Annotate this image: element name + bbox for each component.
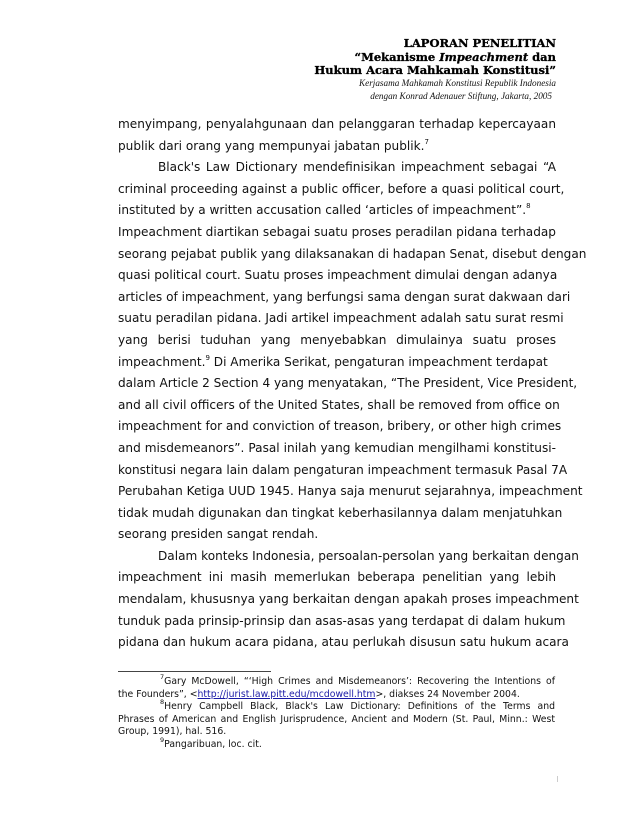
text-line — [118, 352, 556, 374]
footnotes — [118, 672, 555, 752]
footnote-8-cont: Phrases of American and English Jurisprudence, Ancient and Modern (St. Paul, Minn.: West — [118, 713, 555, 725]
text-line: dalam Article 2 Section 4 yang menyatakan, “The President, Vice President, — [118, 376, 578, 391]
footnote-text: Henry Campbell Black, Black's Law Dictionary: Definitions of the Terms and — [164, 701, 555, 713]
footnote-7-cont — [118, 689, 555, 702]
footnote-ref-7[interactable]: 7 — [424, 137, 429, 146]
report-title: LAPORAN PENELITIAN — [403, 36, 556, 50]
text-span: impeachment. — [118, 354, 206, 369]
text-line: konstitusi negara lain dalam pengaturan impeachment termasuk Pasal 7A — [118, 462, 568, 477]
text-line: articles of impeachment, yang berfungsi sama dengan surat dakwaan dari — [118, 289, 571, 304]
footnote-divider — [118, 671, 271, 672]
text-line: menyimpang, penyalahgunaan dan pelanggaran terhadap kepercayaan — [118, 117, 556, 131]
text-span: publik dari orang yang mempunyai jabatan publik. — [118, 138, 425, 153]
footnote-ref-8[interactable]: 8 — [526, 202, 531, 211]
text-line: seorang pejabat publik yang dilaksanakan di hadapan Senat, disebut dengan — [118, 246, 587, 261]
footnote-7 — [118, 672, 555, 689]
footnote-number: 7 — [160, 672, 165, 681]
text-line: Impeachment diartikan sebagai suatu proses peradilan pidana terhadap — [118, 224, 556, 239]
report-subtitle-line2: Hukum Acara Mahkamah Konstitusi” — [314, 63, 556, 77]
footnote-8 — [118, 698, 555, 714]
body-text — [118, 114, 587, 654]
footnote-text: Pangaribuan, loc. cit. — [164, 738, 262, 750]
text-line: criminal proceeding against a public officer, before a quasi political court, — [118, 181, 565, 196]
text-span: Di Amerika Serikat, pengaturan impeachment terdapat — [209, 354, 548, 369]
footnote-9 — [118, 735, 555, 752]
text-line — [118, 200, 556, 222]
text-line: seorang presiden sangat rendah. — [118, 527, 319, 542]
footnote-text: the Founders”, < — [118, 688, 198, 700]
footnote-ref-9[interactable]: 9 — [205, 353, 210, 362]
footnote-number: 8 — [160, 698, 165, 707]
page-mark — [557, 776, 558, 782]
collaboration-line2: dengan Konrad Adenauer Stiftung, Jakarta, 2005 — [370, 91, 552, 101]
text-line: and misdemeanors”. Pasal inilah yang kemudian mengilhami konstitusi- — [118, 440, 556, 455]
footnote-text: >, diakses 24 November 2004. — [375, 688, 520, 700]
subtitle-text: “Mekanisme — [354, 50, 440, 64]
text-line — [118, 136, 556, 158]
text-line: impeachment ini masih memerlukan beberapa penelitian yang lebih — [118, 570, 556, 585]
footnote-link[interactable]: http://jurist.law.pitt.edu/mcdowell.htm — [197, 688, 376, 700]
subtitle-emphasis: Impeachment — [439, 50, 529, 64]
collaboration-line1: Kerjasama Mahkamah Konstitusi Republik Indonesia — [358, 78, 556, 88]
subtitle-text-end: dan — [528, 50, 556, 64]
text-line: suatu peradilan pidana. Jadi artikel impeachment adalah satu surat resmi — [118, 311, 564, 326]
footnote-text: Gary McDowell, “‘High Crimes and Misdemeanors’: Recovering the Intentions of — [164, 676, 555, 687]
text-line: tidak mudah digunakan dan tingkat keberhasilannya dalam menjatuhkan — [118, 505, 563, 520]
paragraph-start: Black's Law Dictionary mendefinisikan impeachment sebagai “A — [158, 160, 556, 175]
text-line: impeachment for and conviction of treason, bribery, or other high crimes — [118, 419, 562, 434]
footnote-8-end: Group, 1991), hal. 516. — [118, 726, 227, 738]
text-line: quasi political court. Suatu proses impeachment dimulai dengan adanya — [118, 268, 558, 283]
report-header — [136, 36, 556, 103]
text-line: pidana dan hukum acara pidana, atau perlukah disusun satu hukum acara — [118, 635, 569, 650]
text-line: Perubahan Ketiga UUD 1945. Hanya saja menurut sejarahnya, impeachment — [118, 484, 583, 499]
footnote-number: 9 — [160, 735, 165, 744]
paragraph-start: Dalam konteks Indonesia, persoalan-persolan yang berkaitan dengan — [158, 548, 579, 563]
text-line: yang berisi tuduhan yang menyebabkan dimulainya suatu proses — [118, 332, 556, 347]
report-subtitle-line1 — [136, 50, 556, 64]
text-line: tunduk pada prinsip-prinsip dan asas-asas yang terdapat di dalam hukum — [118, 613, 566, 628]
text-line: mendalam, khususnya yang berkaitan dengan apakah proses impeachment — [118, 592, 579, 607]
text-span: instituted by a written accusation called ‘articles of impeachment”. — [118, 203, 527, 218]
text-line: and all civil officers of the United States, shall be removed from office on — [118, 397, 560, 412]
